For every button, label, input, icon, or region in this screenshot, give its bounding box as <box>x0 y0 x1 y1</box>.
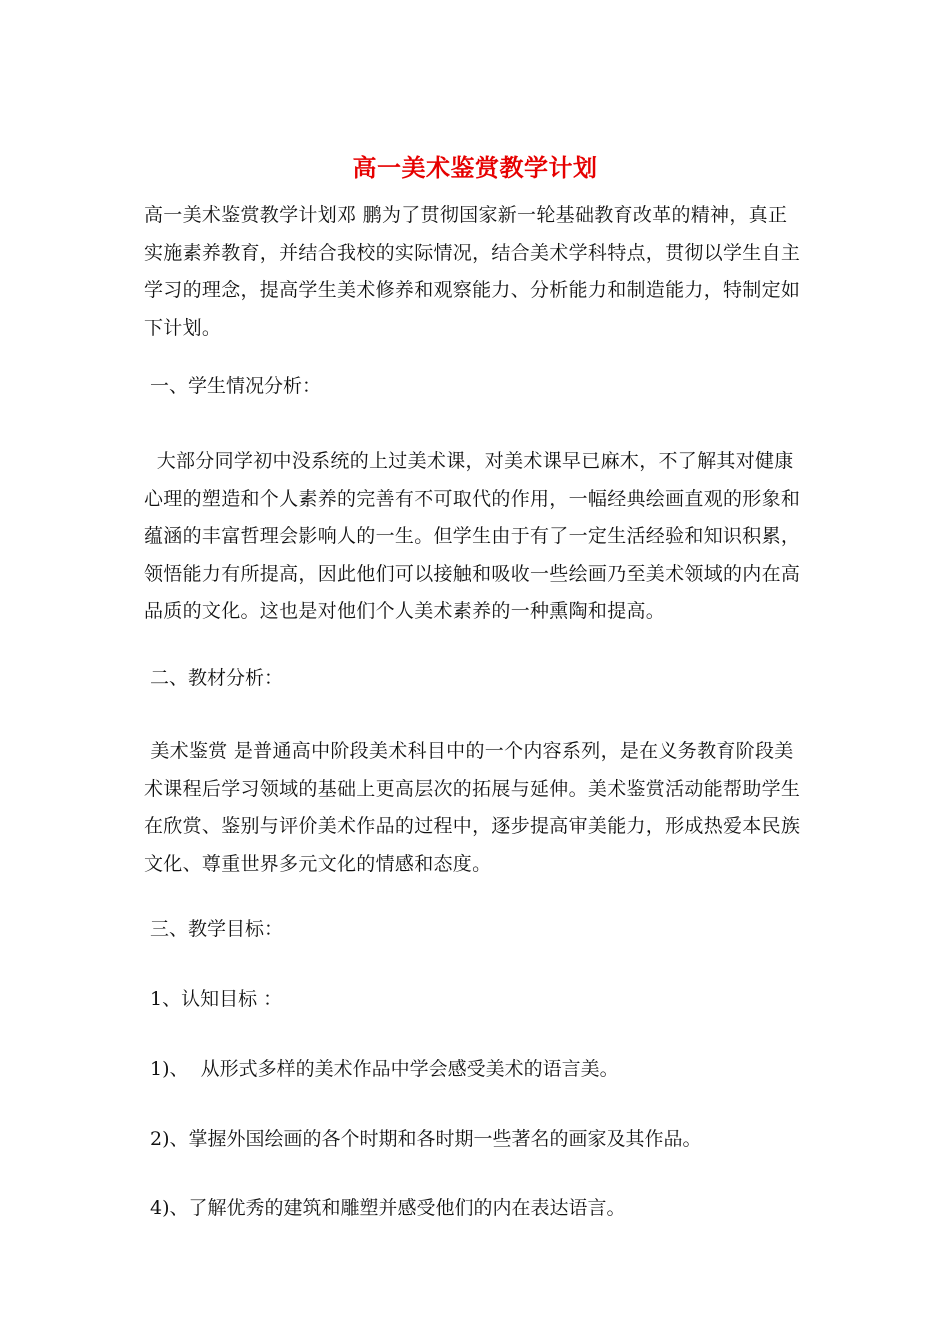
list-item: 2)、掌握外国绘画的各个时期和各时期一些著名的画家及其作品。 <box>144 1128 702 1150</box>
section-body-student-analysis: 大部分同学初中没系统的上过美术课，对美术课早已麻木，不了解其对健康心理的塑造和个人素养的完善有不可取代的作用，一幅经典绘画直观的形象和蕴涵的丰富哲理会影响人的一生。但学生由于有了一定生活经验和知识积累，领悟能力有所提高，因此他们可以接触和吸收一些绘画乃至美术领域的内在高品质的文化。这也是对他们个人美术素养的一种熏陶和提高。 <box>144 450 801 622</box>
goal-heading-cognitive: 1、认知目标 ： <box>144 988 283 1010</box>
section-heading-teaching-goals: 三、教学目标： <box>144 918 284 940</box>
section-heading-textbook-analysis: 二、教材分析： <box>144 667 284 689</box>
list-item: 4)、了解优秀的建筑和雕塑并感受他们的内在表达语言。 <box>144 1197 626 1219</box>
list-item: 1)、 从形式多样的美术作品中学会感受美术的语言美。 <box>144 1058 619 1080</box>
section-body-textbook-analysis: 美术鉴赏 是普通高中阶段美术科目中的一个内容系列，是在义务教育阶段美术课程后学习领域的基础上更高层次的拓展与延伸。美术鉴赏活动能帮助学生在欣赏、鉴别与评价美术作品的过程中，逐步提高审美能力，形成热爱本民族文化、尊重世界多元文化的情感和态度。 <box>144 740 801 875</box>
document-title: 高一美术鉴赏教学计划 <box>352 153 598 182</box>
intro-paragraph: 高一美术鉴赏教学计划邓 鹏为了贯彻国家新一轮基础教育改革的精神，真正实施素养教育，并结合我校的实际情况，结合美术学科特点，贯彻以学生自主学习的理念，提高学生美术修养和观察能力、分析能力和制造能力，特制定如下计划。 <box>144 204 801 339</box>
section-heading-student-analysis: 一、学生情况分析： <box>144 375 322 397</box>
